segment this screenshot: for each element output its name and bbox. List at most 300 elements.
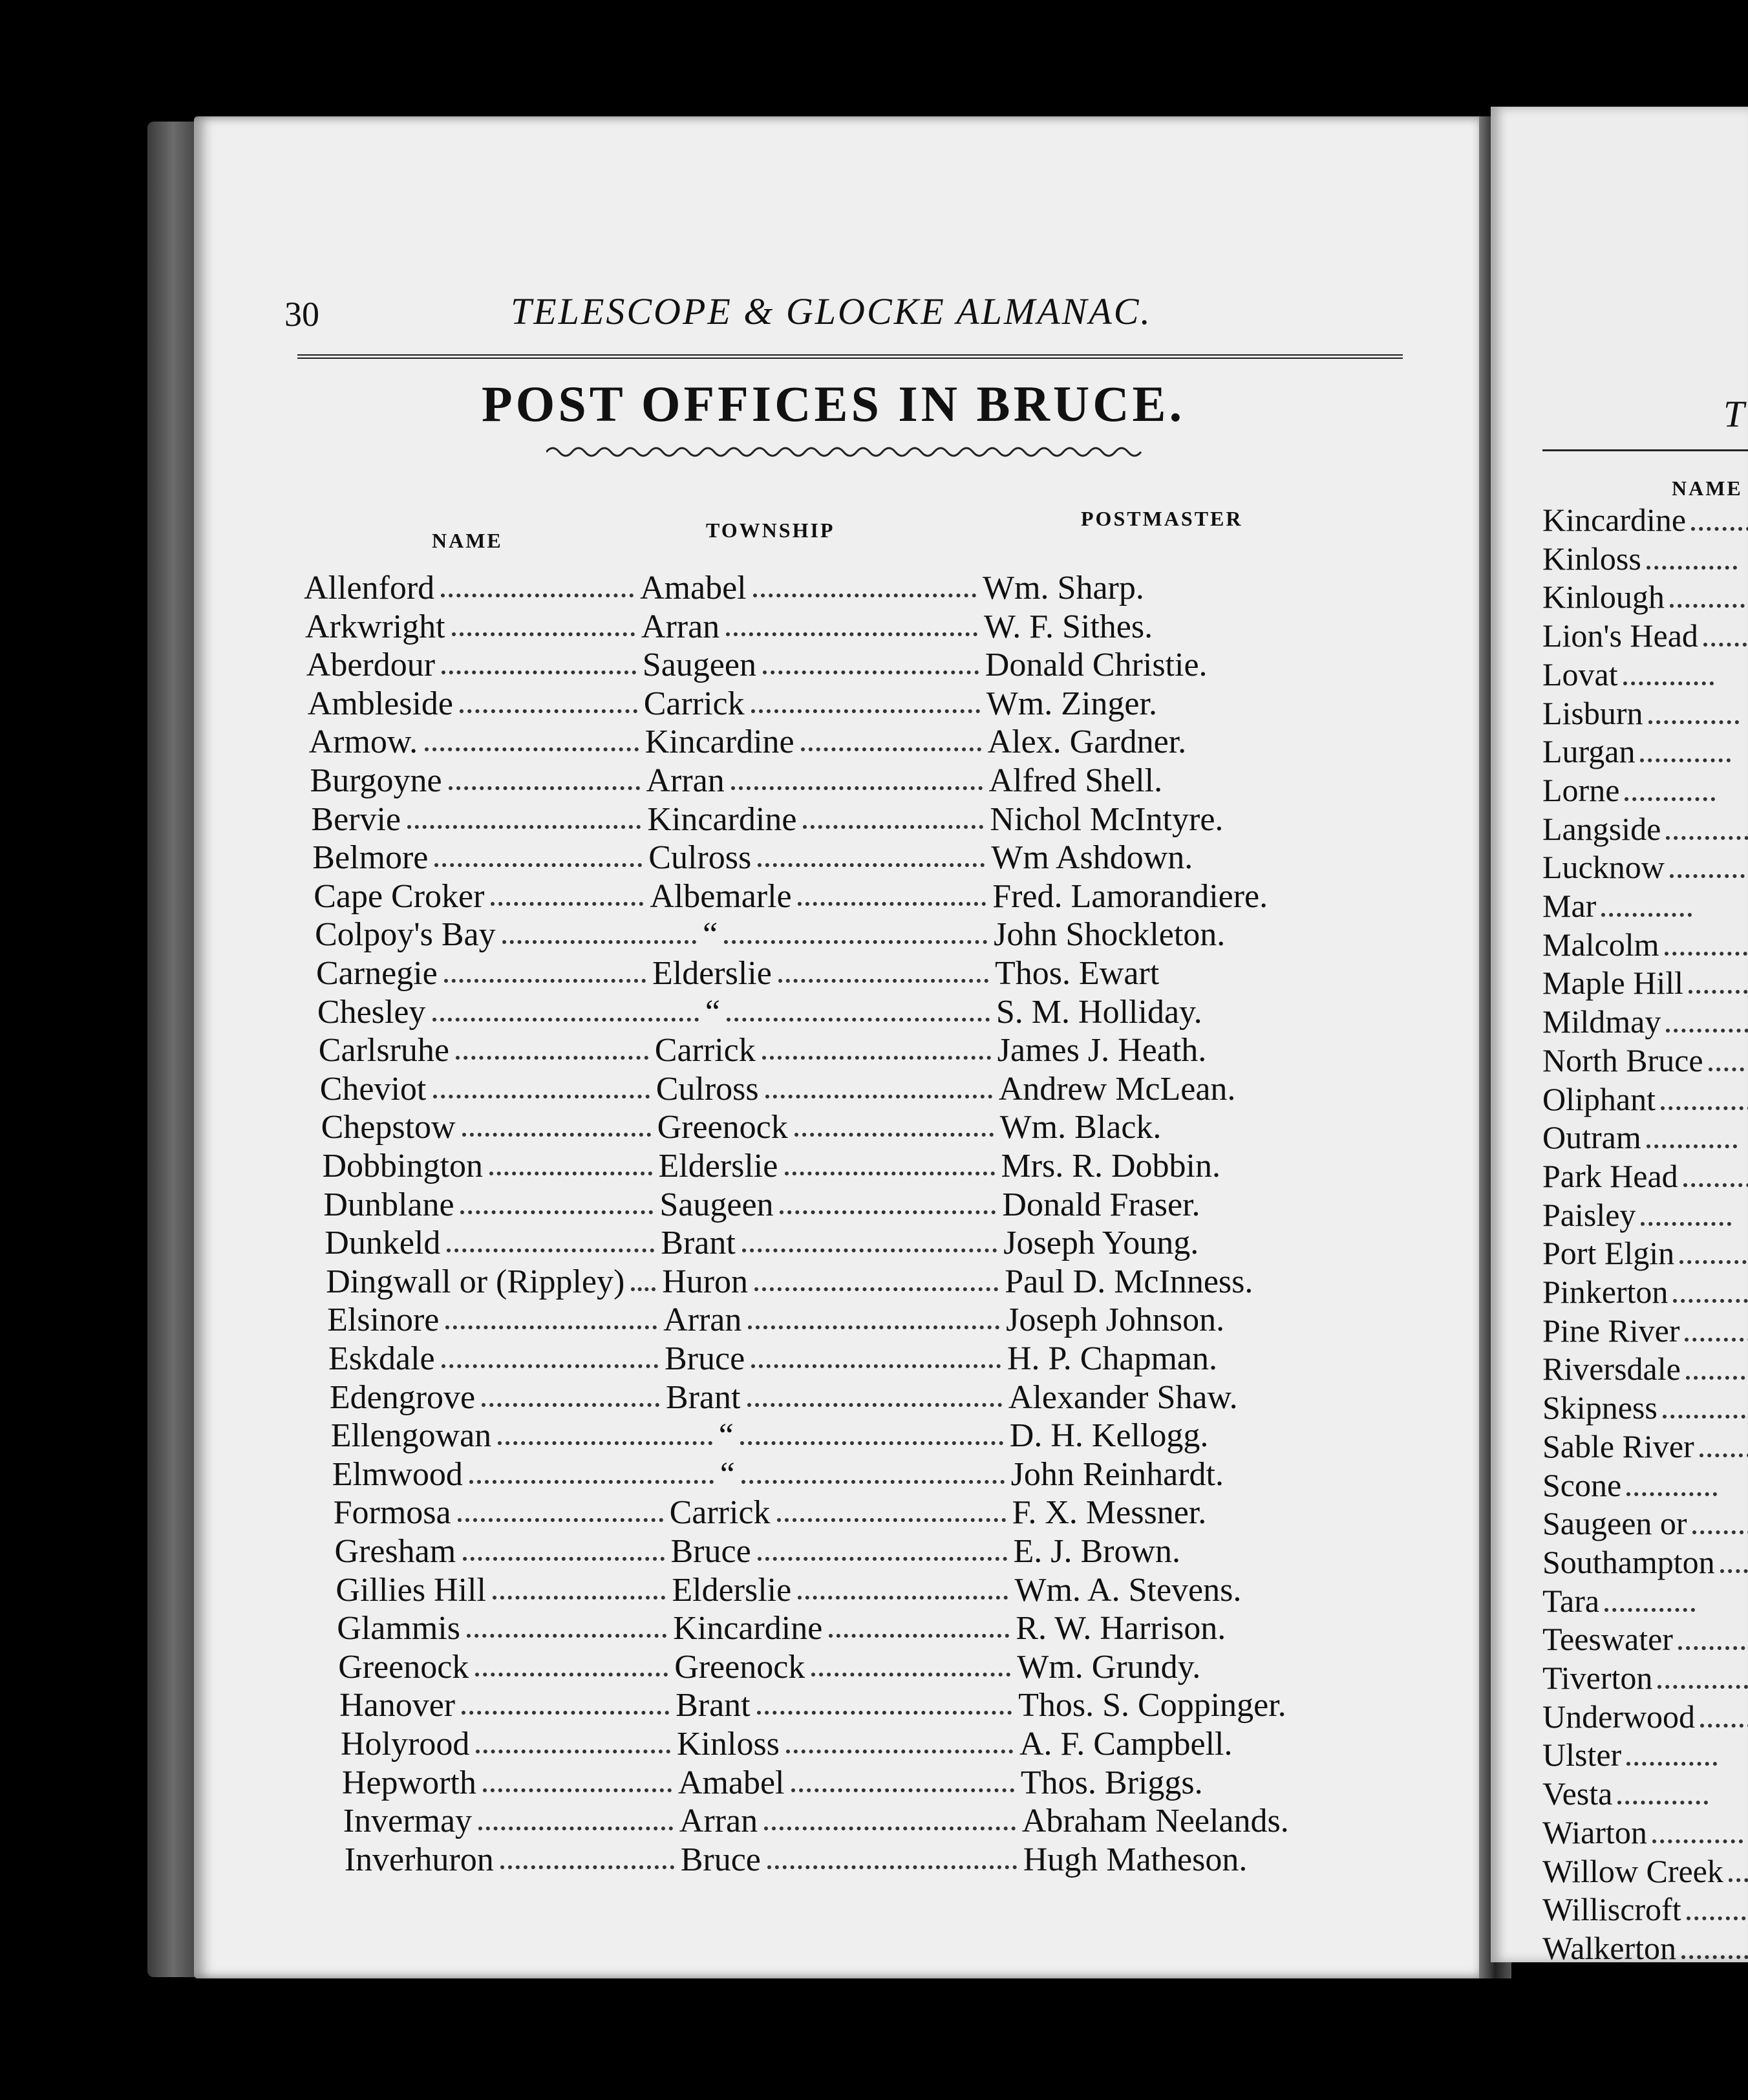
right-header-rule [1542, 449, 1748, 451]
right-item-name: Kinlough [1542, 579, 1665, 616]
row-township: Arran [679, 1803, 758, 1840]
table-row [320, 1070, 1354, 1109]
dot-leader [1678, 1646, 1748, 1650]
row-name: Ambleside [307, 685, 453, 722]
right-list-item [1542, 1505, 1748, 1542]
dot-leader [1652, 1839, 1743, 1843]
right-list-item [1542, 501, 1748, 539]
right-list-item [1542, 1389, 1748, 1426]
dot-leader [1679, 1260, 1748, 1264]
dot-leader [731, 786, 983, 790]
right-list-item [1542, 1814, 1743, 1851]
dot-leader [1604, 1608, 1695, 1612]
right-item-name: Malcolm [1542, 926, 1659, 963]
row-township: “ [718, 1417, 734, 1455]
right-item-name: Williscroft [1542, 1891, 1681, 1928]
right-item-name: Kincardine [1542, 502, 1687, 538]
row-name: Carlsruhe [318, 1032, 449, 1069]
dot-leader [1647, 1144, 1737, 1148]
right-item-name: Outram [1542, 1119, 1641, 1156]
right-item-name: Teeswater [1542, 1621, 1673, 1658]
row-name: Inverhuron [344, 1841, 494, 1878]
row-postmaster: Mrs. R. Dobbin. [1001, 1148, 1220, 1184]
dot-leader [778, 979, 988, 983]
page-number: 30 [284, 295, 319, 334]
row-township: “ [703, 916, 718, 954]
dot-leader [1625, 797, 1715, 801]
dot-leader [469, 1480, 714, 1484]
row-township: Elderslie [652, 955, 772, 992]
dot-leader [1647, 566, 1737, 570]
dot-leader [1686, 1376, 1748, 1380]
dot-leader [467, 1634, 666, 1638]
dot-leader [742, 1248, 997, 1252]
right-list-item [1542, 1620, 1748, 1658]
row-name: Dunkeld [325, 1225, 441, 1262]
row-name: Cheviot [319, 1070, 427, 1108]
dot-leader [483, 1788, 672, 1792]
dot-leader [460, 1210, 653, 1214]
header-rule [297, 354, 1403, 359]
right-list-item [1542, 1003, 1748, 1040]
dot-leader [489, 1172, 652, 1175]
dot-leader [1703, 643, 1748, 647]
dot-leader [1670, 874, 1748, 878]
dot-leader [1626, 1492, 1717, 1496]
row-postmaster: Wm. A. Stevens. [1014, 1571, 1242, 1609]
right-item-name: Willow Creek [1542, 1852, 1723, 1889]
table-row [321, 1108, 1356, 1147]
dot-leader [798, 1596, 1008, 1600]
row-postmaster: H. P. Chapman. [1007, 1340, 1217, 1377]
dot-leader [1663, 1415, 1748, 1419]
row-township: Carrick [669, 1494, 771, 1532]
right-item-name: Walkerton [1542, 1929, 1677, 1962]
table-row [309, 723, 1343, 762]
row-postmaster: Joseph Young. [1003, 1225, 1199, 1262]
right-list-item [1542, 1659, 1748, 1697]
row-name: Invermay [343, 1803, 473, 1840]
row-township: Albemarle [650, 877, 792, 915]
right-item-name: Tiverton [1542, 1660, 1653, 1696]
right-item-name: Lucknow [1542, 849, 1665, 886]
dot-leader [407, 825, 641, 829]
dot-leader [482, 1403, 659, 1407]
row-name: Dobbington [322, 1148, 483, 1184]
right-item-name: Lovat [1542, 656, 1618, 692]
row-postmaster: Paul D. McInness. [1005, 1263, 1253, 1300]
row-postmaster: Andrew McLean. [998, 1070, 1236, 1108]
table-row [339, 1686, 1374, 1725]
row-postmaster: R. W. Harrison. [1016, 1610, 1226, 1647]
row-township: Brant [665, 1378, 741, 1416]
table-row [338, 1648, 1372, 1687]
row-name: Edengrove [329, 1378, 476, 1416]
right-list-item [1542, 540, 1737, 577]
row-name: Arkwright [304, 608, 445, 645]
running-title: TELESCOPE & GLOCKE ALMANAC. [511, 290, 1152, 332]
table-row [337, 1609, 1371, 1648]
right-list-item [1542, 1891, 1748, 1928]
dot-leader [1683, 1183, 1748, 1187]
right-list-item [1542, 1119, 1737, 1156]
row-township: Culross [656, 1070, 759, 1108]
row-name: Allenford [304, 570, 435, 606]
row-township: Bruce [665, 1340, 745, 1377]
right-list-item [1542, 1196, 1731, 1234]
dot-leader [1661, 1106, 1748, 1110]
right-list-item [1542, 1350, 1748, 1388]
row-postmaster: W. F. Sithes. [983, 608, 1153, 645]
right-running-title: T [1723, 393, 1745, 435]
dot-leader [754, 1287, 998, 1291]
dot-leader [1601, 913, 1692, 917]
right-item-name: North Bruce [1542, 1042, 1703, 1078]
row-postmaster: D. H. Kellogg. [1009, 1417, 1209, 1455]
row-name: Eskdale [328, 1340, 435, 1377]
right-list-item [1542, 578, 1748, 616]
row-township: Kincardine [647, 800, 797, 838]
table-row [345, 1841, 1379, 1880]
dot-leader [1617, 1801, 1708, 1805]
row-township: Elderslie [658, 1148, 778, 1184]
wavy-divider [546, 442, 1147, 462]
row-township: Bruce [670, 1533, 751, 1570]
dot-leader [740, 1441, 1003, 1445]
dot-leader [1648, 720, 1739, 724]
dot-leader [449, 786, 640, 790]
row-postmaster: Thos. Ewart [995, 955, 1160, 992]
table-row [341, 1725, 1375, 1764]
row-township: Saugeen [659, 1186, 774, 1223]
right-item-name: Vesta [1542, 1775, 1613, 1812]
right-item-name: Saugeen or [1542, 1505, 1687, 1542]
row-name: Gresham [334, 1533, 456, 1570]
dot-leader [432, 1018, 699, 1022]
table-row [323, 1147, 1357, 1186]
row-name: Cape Croker [314, 877, 485, 915]
dot-leader [502, 940, 696, 944]
dot-leader [456, 1056, 648, 1060]
row-township: Bruce [680, 1841, 761, 1878]
table-row [308, 685, 1342, 723]
dot-leader [441, 594, 634, 597]
row-township: Greenock [657, 1109, 788, 1146]
right-list-item [1542, 1312, 1748, 1349]
dot-leader [753, 594, 976, 597]
dot-leader [498, 1441, 712, 1445]
table-row [328, 1340, 1363, 1378]
dot-leader [801, 747, 981, 751]
right-list-item [1542, 694, 1739, 732]
right-list-item [1542, 1698, 1748, 1735]
row-name: Holyrood [341, 1726, 470, 1762]
table-row [334, 1494, 1368, 1532]
row-name: Greenock [338, 1648, 469, 1686]
row-name: Dunblane [323, 1186, 454, 1223]
row-postmaster: E. J. Brown. [1013, 1533, 1181, 1570]
row-name: Burgoyne [310, 762, 442, 799]
dot-leader [1626, 1762, 1717, 1766]
dot-leader [1670, 604, 1748, 608]
dot-leader [475, 1673, 668, 1677]
row-township: Arran [641, 608, 720, 645]
dot-leader [811, 1673, 1010, 1677]
right-item-name: Sable River [1542, 1428, 1694, 1464]
dot-leader [724, 940, 987, 944]
dot-leader [726, 632, 977, 636]
right-item-name: Wiarton [1542, 1814, 1647, 1850]
row-postmaster: Nichol McIntyre. [990, 800, 1224, 838]
dot-leader [777, 1518, 1006, 1522]
right-list-item [1542, 771, 1715, 809]
table-row [316, 954, 1350, 993]
dot-leader [751, 709, 980, 713]
right-list-item [1542, 810, 1748, 848]
dot-leader [1720, 1569, 1748, 1573]
row-postmaster: Donald Christie. [985, 647, 1208, 684]
right-list-item [1542, 1775, 1708, 1812]
dot-leader [785, 1172, 995, 1175]
dot-leader [1689, 990, 1748, 994]
row-postmaster: Fred. Lamorandiere. [992, 877, 1268, 915]
right-list-item [1542, 1852, 1748, 1890]
row-name: Ellengowan [330, 1417, 492, 1455]
right-list-item [1542, 1582, 1695, 1620]
dot-leader [1685, 1338, 1748, 1342]
dot-leader [1687, 1916, 1748, 1920]
table-row [343, 1802, 1378, 1841]
dot-leader [758, 1557, 1007, 1561]
row-name: Aberdour [306, 647, 436, 684]
dot-leader [458, 1518, 663, 1522]
row-postmaster: James J. Heath. [997, 1032, 1207, 1069]
right-list-item [1542, 926, 1748, 963]
dot-leader [491, 902, 643, 906]
dot-leader [1681, 1955, 1748, 1959]
row-township: “ [705, 993, 720, 1031]
row-postmaster: Thos. S. Coppinger. [1018, 1687, 1286, 1724]
row-postmaster: Abraham Neelands. [1021, 1803, 1289, 1840]
table-row [311, 800, 1345, 839]
dot-leader [1666, 1029, 1748, 1033]
dot-leader [1640, 758, 1731, 762]
row-name: Colpoy's Bay [315, 916, 496, 954]
right-item-name: Ulster [1542, 1737, 1622, 1773]
table-row [330, 1378, 1364, 1417]
right-item-name: Mildmay [1542, 1003, 1661, 1040]
dot-leader [758, 863, 985, 867]
column-header-name: NAME [432, 529, 503, 552]
right-item-name: Oliphant [1542, 1080, 1656, 1117]
dot-leader [462, 1711, 669, 1715]
right-list-item [1542, 1234, 1748, 1272]
row-postmaster: Alex. Gardner. [987, 723, 1187, 761]
row-township: Greenock [674, 1648, 805, 1686]
table-row [325, 1224, 1359, 1263]
row-township: Brant [661, 1225, 736, 1262]
dot-leader [1700, 1453, 1748, 1457]
table-row [314, 877, 1348, 916]
right-item-name: Skipness [1542, 1389, 1657, 1426]
right-item-name: Pinkerton [1542, 1274, 1668, 1310]
row-name: Gillies Hill [336, 1571, 486, 1609]
dot-leader [764, 1827, 1016, 1830]
row-name: Chesley [317, 993, 426, 1031]
row-township: Kinloss [677, 1726, 780, 1762]
dot-leader [631, 1287, 656, 1291]
right-list-item [1542, 733, 1731, 770]
right-list-item [1542, 1273, 1748, 1311]
dot-leader [829, 1634, 1009, 1638]
dot-leader [434, 863, 642, 867]
dot-leader [1692, 1530, 1748, 1534]
dot-leader [741, 1480, 1005, 1484]
right-item-name: Paisley [1542, 1196, 1636, 1233]
table-row [306, 646, 1341, 685]
row-postmaster: Wm. Grundy. [1017, 1648, 1201, 1686]
dot-leader [763, 670, 979, 674]
dot-leader [493, 1596, 665, 1600]
row-name: Formosa [333, 1494, 451, 1532]
column-header-postmaster: POSTMASTER [1081, 507, 1243, 530]
dot-leader [786, 1750, 1013, 1753]
row-postmaster: Hugh Matheson. [1023, 1841, 1248, 1878]
dot-leader [1691, 527, 1748, 531]
dot-leader [1641, 1222, 1731, 1226]
row-name: Hanover [339, 1687, 456, 1724]
dot-leader [751, 1364, 1001, 1368]
table-row [331, 1417, 1365, 1455]
table-row [317, 993, 1352, 1032]
right-list-item [1542, 617, 1748, 654]
right-item-name: Mar [1542, 888, 1597, 924]
right-item-name: Kinloss [1542, 540, 1641, 577]
dot-leader [765, 1095, 992, 1098]
dot-leader [462, 1133, 651, 1137]
right-list-item [1542, 1543, 1748, 1581]
row-township: Saugeen [642, 647, 756, 684]
row-township: Carrick [654, 1032, 756, 1069]
right-list-item [1542, 1080, 1748, 1118]
row-township: Amabel [677, 1764, 785, 1801]
right-item-name: Pine River [1542, 1312, 1680, 1349]
row-postmaster: Wm. Zinger. [986, 685, 1157, 722]
right-list-item [1542, 887, 1692, 925]
row-postmaster: Alexander Shaw. [1008, 1378, 1238, 1416]
row-township: Brant [676, 1687, 751, 1724]
row-name: Glammis [337, 1610, 460, 1647]
row-name: Hepworth [341, 1764, 476, 1801]
row-postmaster: Donald Fraser. [1002, 1186, 1200, 1223]
dot-leader [500, 1865, 674, 1869]
row-township: Carrick [643, 685, 745, 722]
row-township: “ [719, 1455, 735, 1493]
dot-leader [1666, 836, 1748, 840]
row-postmaster: Alfred Shell. [988, 762, 1163, 799]
row-township: Amabel [640, 570, 747, 606]
right-item-name: Scone [1542, 1466, 1622, 1503]
table-row [315, 916, 1349, 954]
dot-leader [1700, 1724, 1748, 1728]
table-row [304, 569, 1338, 608]
row-township: Arran [646, 762, 725, 799]
table-row [342, 1764, 1376, 1803]
right-column-header: NAME [1672, 477, 1743, 500]
dot-leader [1657, 1685, 1748, 1689]
dot-leader [445, 1325, 657, 1329]
dot-leader [452, 632, 635, 636]
row-postmaster: Wm. Sharp. [983, 570, 1144, 606]
dot-leader [463, 1557, 665, 1561]
row-postmaster: John Reinhardt. [1010, 1455, 1224, 1493]
dot-leader [762, 1056, 991, 1060]
row-name: Belmore [312, 839, 429, 877]
dot-leader [727, 1018, 990, 1022]
right-item-name: Port Elgin [1542, 1235, 1675, 1272]
table-row [312, 839, 1347, 877]
row-name: Dingwall or (Rippley) [326, 1263, 625, 1300]
dot-leader [794, 1133, 994, 1137]
dot-leader [425, 747, 639, 751]
row-postmaster: Wm. Black. [999, 1109, 1162, 1146]
row-township: Huron [662, 1263, 749, 1300]
right-page [1491, 107, 1748, 1962]
table-row [323, 1186, 1358, 1225]
dot-leader [767, 1865, 1017, 1869]
row-postmaster: F. X. Messner. [1012, 1494, 1207, 1532]
row-township: Elderslie [672, 1571, 792, 1609]
dot-leader [1709, 1067, 1748, 1071]
table-row [332, 1455, 1367, 1494]
row-name: Carnegie [316, 955, 438, 992]
right-item-name: Lorne [1542, 771, 1620, 808]
table-row [310, 762, 1345, 800]
row-postmaster: John Shockleton. [994, 916, 1226, 954]
table-row [319, 1031, 1353, 1070]
row-name: Elmwood [332, 1455, 463, 1493]
right-item-name: Southampton [1542, 1543, 1715, 1580]
dot-leader [460, 709, 637, 713]
dot-leader [757, 1711, 1012, 1715]
dot-leader [1729, 1878, 1748, 1882]
dot-leader [442, 670, 636, 674]
row-township: Culross [648, 839, 752, 877]
dot-leader [447, 1248, 654, 1252]
dot-leader [803, 825, 983, 829]
table-row [335, 1532, 1369, 1571]
right-item-name: Lurgan [1542, 733, 1636, 770]
dot-leader [1623, 681, 1714, 685]
dot-leader [444, 979, 646, 983]
right-list-item [1542, 656, 1714, 693]
dot-leader [476, 1750, 670, 1753]
right-item-name: Riversdale [1542, 1351, 1681, 1388]
dot-leader [478, 1827, 673, 1830]
row-name: Elsinore [327, 1302, 440, 1339]
dot-leader [747, 1403, 1002, 1407]
right-list-item [1542, 1042, 1748, 1079]
row-postmaster: Thos. Briggs. [1020, 1764, 1203, 1801]
dot-leader [798, 902, 986, 906]
table-row [336, 1571, 1370, 1610]
row-name: Bervie [311, 800, 401, 838]
row-postmaster: Joseph Johnson. [1006, 1302, 1225, 1339]
dot-leader [1673, 1299, 1748, 1303]
row-postmaster: S. M. Holliday. [996, 993, 1202, 1031]
table-row [326, 1263, 1360, 1302]
right-list-item [1542, 848, 1748, 886]
